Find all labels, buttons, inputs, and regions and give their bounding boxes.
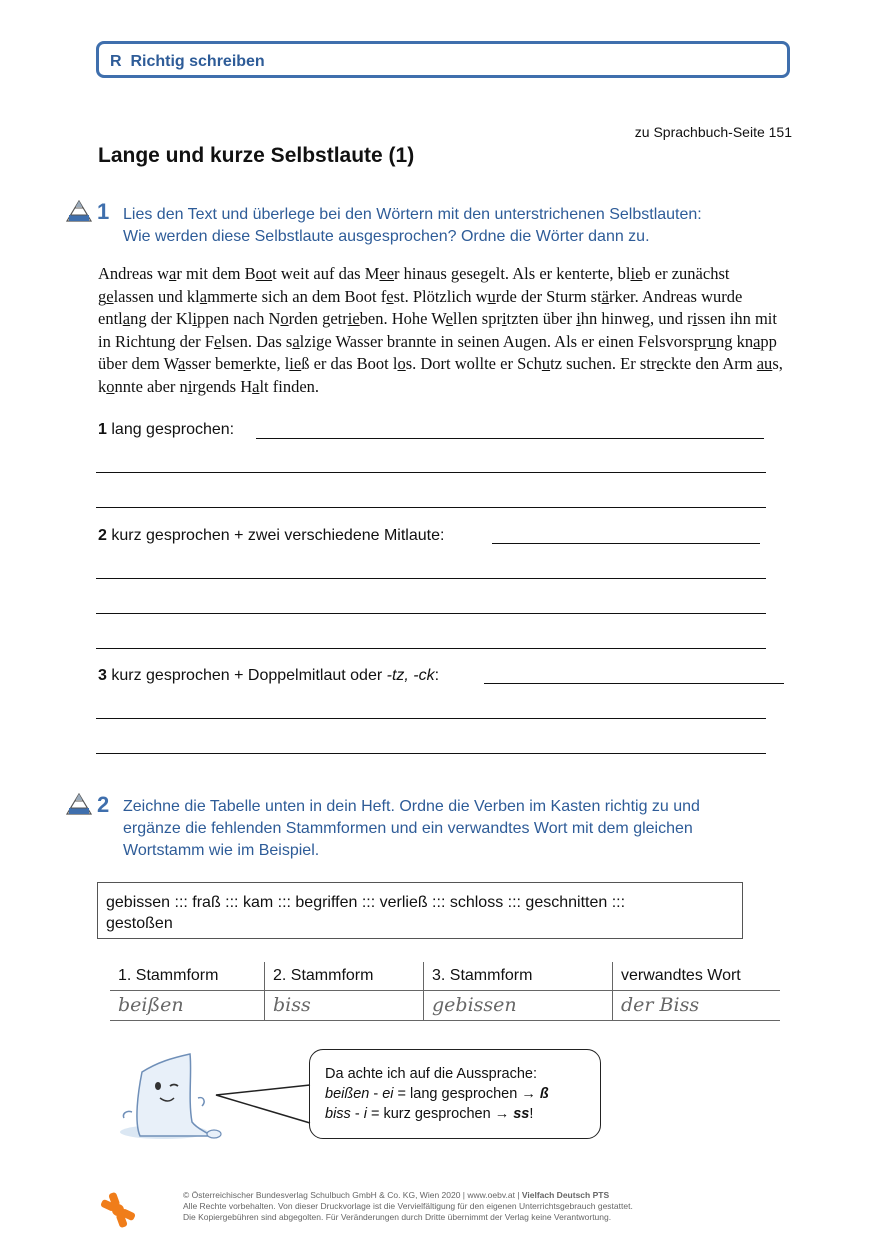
difficulty-pyramid-icon <box>66 793 92 815</box>
category-text: kurz gesprochen + Doppelmitlaut oder <box>111 667 387 684</box>
task-instruction <box>123 796 700 862</box>
table-row <box>110 991 780 1021</box>
answer-line[interactable] <box>96 507 766 508</box>
table-cell: der Biss <box>613 991 781 1021</box>
answer-line[interactable] <box>96 578 766 579</box>
story-text: Andreas war mit dem Boot weit auf das Meer hinaus gesegelt. Als er kenterte, blieb er zunächst gelassen und klammerte sich an dem Boot fest. Plötzlich wurde der Sturm stärker. Andreas wurde entlang der Klippen nach Norden getrieben. Hohe Wellen spritzten über ihn hinweg, und rissen ihn mit in Richtung der Felsen. Das salzige Wasser brannte in seinen Augen. Als er einen Felsvorsprung knapp über dem Wasser bemerkte, ließ er das Boot los. Dort wollte er Schutz suchen. Er streckte den Arm aus, konnte aber nirgends Halt finden. <box>98 264 783 396</box>
bubble-vowel: ei <box>382 1086 394 1102</box>
instruction-line: Zeichne die Tabelle unten in dein Heft. Ordne die Verben im Kasten richtig zu und <box>123 798 700 815</box>
answer-line[interactable] <box>484 683 784 684</box>
bubble-text: = kurz gesprochen <box>366 1106 495 1122</box>
category-label <box>98 421 234 439</box>
bubble-dash: - <box>369 1086 383 1102</box>
table-cell: biss <box>265 991 424 1021</box>
answer-line[interactable] <box>96 753 766 754</box>
table-header: verwandtes Wort <box>613 962 781 991</box>
answer-line[interactable] <box>256 438 764 439</box>
publisher-logo-icon <box>98 1190 138 1230</box>
task-number: 1 <box>97 199 110 224</box>
table-header: 2. Stammform <box>265 962 424 991</box>
page-title: Lange und kurze Selbstlaute (1) <box>98 144 415 167</box>
task-number: 2 <box>97 792 110 817</box>
speech-bubble <box>309 1049 601 1139</box>
table-cell: beißen <box>110 991 265 1021</box>
table-cell: gebissen <box>424 991 613 1021</box>
arrow-icon: → <box>521 1086 536 1102</box>
bubble-vowel: i <box>363 1106 367 1122</box>
footer-line: Alle Rechte vorbehalten. Von dieser Druckvorlage ist die Vervielfältigung für den eigenen Unterrichtsgebrauch gestattet. <box>183 1201 633 1211</box>
table-header: 3. Stammform <box>424 962 613 991</box>
bubble-word: biss <box>325 1106 351 1122</box>
category-number: 3 <box>98 667 107 684</box>
category-colon: : <box>434 667 440 684</box>
answer-line[interactable] <box>96 472 766 473</box>
table-header-row <box>110 962 780 991</box>
word-box-line: gebissen ::: fraß ::: kam ::: begriffen ::: verließ ::: schloss ::: geschnitten ::: <box>106 894 626 911</box>
footer-text: © Österreichischer Bundesverlag Schulbuch GmbH & Co. KG, Wien 2020 | www.oebv.at | <box>183 1190 522 1200</box>
chapter-title: Richtig schreiben <box>130 53 265 70</box>
footer-book-title: Vielfach Deutsch PTS <box>521 1190 610 1200</box>
instruction-line: Wie werden diese Selbstlaute ausgesprochen? Ordne die Wörter dann zu. <box>123 228 650 245</box>
bubble-letter: ß <box>539 1086 549 1102</box>
answer-line[interactable] <box>96 648 766 649</box>
category-label <box>98 667 439 685</box>
word-box <box>97 882 743 939</box>
category-text: kurz gesprochen + zwei verschiedene Mitlaute: <box>111 527 445 544</box>
task-instruction <box>123 204 702 248</box>
bubble-text: ! <box>529 1106 534 1122</box>
bubble-letter: ss <box>513 1106 530 1122</box>
bubble-word: beißen <box>325 1086 370 1102</box>
answer-line[interactable] <box>96 718 766 719</box>
bubble-line: Da achte ich auf die Aussprache: <box>325 1066 537 1082</box>
speech-bubble-tail <box>212 1083 312 1125</box>
bubble-text: = lang gesprochen <box>393 1086 522 1102</box>
answer-line[interactable] <box>96 613 766 614</box>
instruction-line: Lies den Text und überlege bei den Wörtern mit den unterstrichenen Selbstlauten: <box>123 206 702 223</box>
chapter-letter: R <box>110 53 122 70</box>
footer-line: Die Kopiergebühren sind abgegolten. Für Veränderungen durch Dritte übernimmt der Verlag keine Verantwortung. <box>183 1212 612 1222</box>
category-number: 1 <box>98 421 107 438</box>
arrow-icon: → <box>494 1106 510 1122</box>
bubble-line <box>325 1084 585 1104</box>
table-header: 1. Stammform <box>110 962 265 991</box>
instruction-line: Wortstamm wie im Beispiel. <box>123 842 320 859</box>
textbook-reference: zu Sprachbuch-Seite 151 <box>634 124 792 140</box>
stem-forms-table <box>110 962 780 1021</box>
category-italic: -tz, -ck <box>386 667 435 684</box>
word-box-line: gestoßen <box>106 915 173 932</box>
bubble-dash: - <box>350 1106 364 1122</box>
footer-line <box>183 1190 633 1201</box>
chapter-header <box>110 53 265 71</box>
copyright-footer <box>183 1190 633 1223</box>
instruction-line: ergänze die fehlenden Stammformen und ein verwandtes Wort mit dem gleichen <box>123 820 693 837</box>
category-text: lang gesprochen: <box>111 421 235 438</box>
difficulty-pyramid-icon <box>66 200 92 222</box>
bubble-line <box>325 1104 585 1124</box>
category-label <box>98 527 444 545</box>
category-number: 2 <box>98 527 107 544</box>
answer-line[interactable] <box>492 543 760 544</box>
